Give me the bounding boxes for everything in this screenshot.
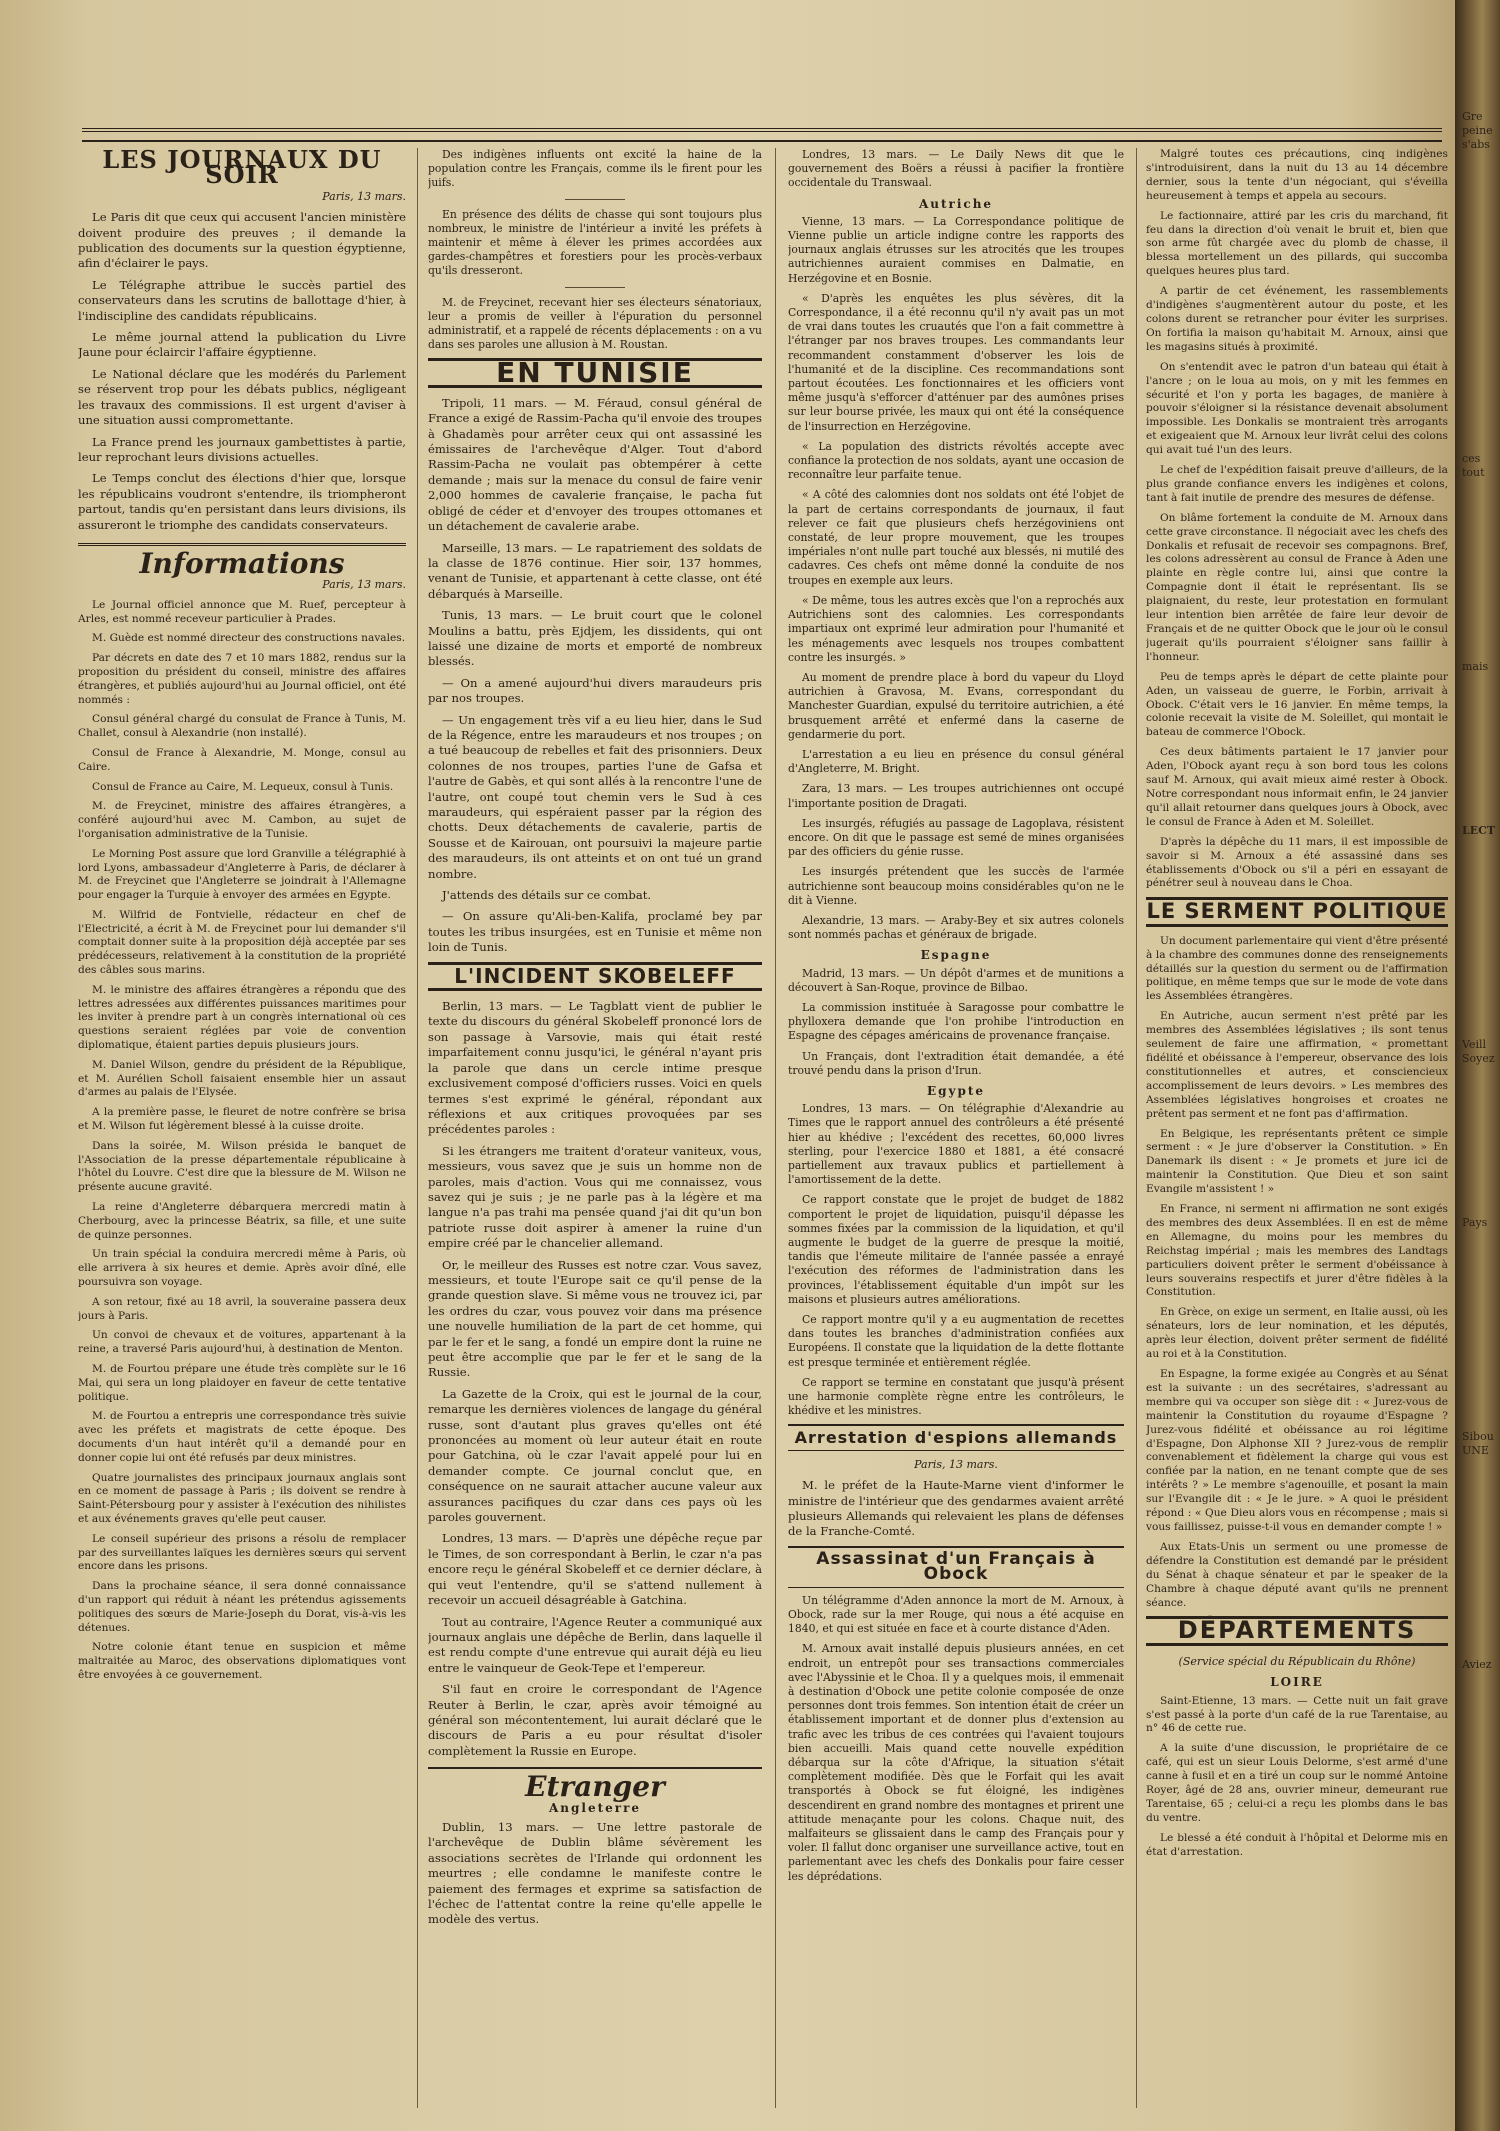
column-rule bbox=[417, 148, 418, 2108]
short-separator bbox=[565, 287, 625, 288]
journaux-paragraph: Le National déclare que les modérés du Parlement se réservent trop pour les débats publics, négligeant les travaux des commissions. Il est urgent d'aviser à une situation aussi compromettante. bbox=[78, 366, 406, 428]
departements-title: DÉPARTEMENTS bbox=[1146, 1616, 1448, 1645]
autriche-subhead: Autriche bbox=[918, 196, 994, 211]
info-paragraph: Dans la soirée, M. Wilson présida le banquet de l'Association de la presse départementale républicaine à l'hôtel du Louvre. C'est dire que la blessure de M. Wilson ne présente aucune gravité. bbox=[78, 1139, 406, 1194]
skobeleff-paragraph: La Gazette de la Croix, qui est le journal de la cour, remarque les dernières violences de langage du général russe, sont d'autant plus graves qu'elles ont été prononcées au moment où leur auteur était en route pour Gatchina, où le czar l'avait appelé pour lui en demander compte. Ce journal conclut que, en conséquence on ne saurait attacher aucune valeur aux assurances pacifiques du czar dans ces pays où les paroles gouvernent. bbox=[428, 1386, 762, 1525]
espions-paragraph: M. le préfet de la Haute-Marne vient d'informer le ministre de l'intérieur que des gendarmes avaient arrêté plusieurs Allemands qui relevaient les plans de défenses de la Franche-Comté. bbox=[788, 1478, 1124, 1539]
serment-paragraph: En Belgique, les représentants prêtent ce simple serment : « Je jure d'observer la Constitution. » En Danemark ils disent : « Je promets et jure ici de maintenir la Constitution. Que Dieu et son saint Evangile m'assistent ! » bbox=[1146, 1127, 1448, 1196]
column-1 bbox=[78, 148, 406, 2113]
autriche-paragraph: « D'après les enquêtes les plus sévères, dit la Correspondance, il a été reconnu qu'il n'y avait pas un mot de vrai dans toutes les cruautés que l'on a fait commettre à l'étranger par nos braves troupes. Les commandants leur recommandent constamment d'observer les lois de l'humanité et de la discipline. Ces recommandations sont partout écoutées. Les fonctionnaires et les officiers vont même jusqu'à s'efforcer d'atténuer par des aumônes prises sur leur bourse privée, les maux qui ont été la conséquence de l'insurrection en Herzégovine. bbox=[788, 291, 1124, 433]
info-paragraph: Quatre journalistes des principaux journaux anglais sont en ce moment de passage à Paris ; ils doivent se rendre à Saint-Pétersbourg pour y assister à l'exécution des nihilistes et aux événements graves qu'elle peut causer. bbox=[78, 1471, 406, 1525]
egypte-subhead: Egypte bbox=[926, 1083, 986, 1098]
autriche-paragraph: L'arrestation a eu lieu en présence du consul général d'Angleterre, M. Bright. bbox=[788, 747, 1124, 776]
info-paragraph: La reine d'Angleterre débarquera mercredi matin à Cherbourg, avec la princesse Béatrix, sa fille, et une suite de quinze personnes. bbox=[78, 1201, 406, 1241]
column-4 bbox=[1146, 148, 1448, 2113]
autriche-paragraph: Zara, 13 mars. — Les troupes autrichiennes ont occupé l'importante position de Dragati. bbox=[788, 782, 1124, 810]
autriche-paragraph: « La population des districts révoltés accepte avec confiance la protection de nos soldats, ayant une occasion de reconnaître leur parfaite tenue. bbox=[788, 439, 1124, 482]
info-paragraph: Dans la prochaine séance, il sera donné connaissance d'un rapport qui réduit à néant les prétendus agissements politiques des sœurs de Marie-Joseph du Dorat, vis-à-vis les détenues. bbox=[78, 1580, 406, 1634]
tunisie-paragraph: — On assure qu'Ali-ben-Kalifa, proclamé bey par toutes les tribus insurgées, est en Tunisie et même non loin de Tunis. bbox=[428, 909, 762, 955]
info-paragraph: Un train spécial la conduira mercredi même à Paris, où elle arrivera à six heures et demie. Après avoir dîné, elle poursuivra son voyage. bbox=[78, 1248, 406, 1289]
espions-dateline: Paris, 13 mars. bbox=[914, 1457, 998, 1471]
egypte-paragraph: Ce rapport montre qu'il y a eu augmentation de recettes dans toutes les branches d'administration confiées aux Européens. Il constate que la liquidation de la dette flottante est presque terminée et entièrement réglée. bbox=[788, 1313, 1124, 1369]
espions-title: Arrestation d'espions allemands bbox=[788, 1430, 1124, 1450]
info-paragraph: M. de Fourtou prépare une étude très complète sur le 16 Mai, qui sera un long plaidoyer en faveur de cette tentative politique. bbox=[78, 1363, 406, 1403]
info-paragraph: A son retour, fixé au 18 avril, la souveraine passera deux jours à Paris. bbox=[78, 1295, 406, 1322]
informations-title: Informations bbox=[139, 546, 345, 580]
section-divider bbox=[788, 1546, 1124, 1548]
info-paragraph: Notre colonie étant tenue en suspicion et même maltraitée au Maroc, des observations diplomatiques vont être envoyées à ce gouvernement. bbox=[78, 1641, 406, 1681]
egypte-paragraph: Londres, 13 mars. — On télégraphie d'Alexandrie au Times que le rapport annuel des contrôleurs a été présenté hier au khédive ; l'excédent des recettes, 60,000 livres sterling, pour l'exercice 1880 et 1881, a été consacré partiellement aux travaux publics et partiellement à l'amortissement de la dette. bbox=[788, 1102, 1124, 1187]
info-paragraph: Le Morning Post assure que lord Granville a télégraphié à lord Lyons, ambassadeur d'Angleterre à Paris, de déclarer à M. de Freycinet que l'Angleterre se joindrait à l'Allemagne pour engager la Turquie à envoyer des armées en Egypte. bbox=[78, 847, 406, 902]
tunisie-paragraph: Marseille, 13 mars. — Le rapatriement des soldats de la classe de 1876 continue. Hier soir, 137 hommes, venant de Tunisie, et appartenant à cette classe, ont été débarqués à Marseille. bbox=[428, 540, 762, 601]
etranger-paragraph: Dublin, 13 mars. — Une lettre pastorale de l'archevêque de Dublin blâme sévèrement les associations secrètes de l'Irlande qui ordonnent les meurtres ; elle condamne le manifeste contre le paiement des fermages et exprime sa satisfaction de l'échec de l'attentat contre la reine qu'elle appelle le modèle des vertus. bbox=[428, 1819, 762, 1927]
serment-paragraph: En France, ni serment ni affirmation ne sont exigés des membres des deux Assemblées. Il en est de même en Allemagne, du moins pour les membres du Reichstag impérial ; mais les membres des Landtags particuliers doivent prêter le serment d'obéissance à leurs souverains respectifs et jurer d'être fidèles à la Constitution. bbox=[1146, 1203, 1448, 1299]
assassinat-paragraph: D'après la dépêche du 11 mars, il est impossible de savoir si M. Arnoux a été assassiné dans ses établissements d'Obock ou s'il a péri en essayant de pénétrer seul à nouveau dans le Choa. bbox=[1146, 835, 1448, 890]
egypte-paragraph: Ce rapport se termine en constatant que jusqu'à présent une harmonie complète règne entre les contrôleurs, le khédive et les ministres. bbox=[788, 1375, 1124, 1418]
assassinat-paragraph: Ces deux bâtiments partaient le 17 janvier pour Aden, l'Obock ayant reçu à son bord tous les colons sauf M. Arnoux, qui avait mieux aimé rester à Obock. Notre correspondant nous informait enfin, le 24 janvier qu'il allait retourner dans quelques jours à Obock, avec le consul de France à Aden et M. Soleillet. bbox=[1146, 746, 1448, 828]
journaux-paragraph: Le Paris dit que ceux qui accusent l'ancien ministère doivent produire des preuves ; il demande la publication des documents sur la question égyptienne, afin d'éclairer le pays. bbox=[78, 210, 406, 271]
info-paragraph: Un convoi de chevaux et de voitures, appartenant à la reine, a traversé Paris aujourd'hui, à destination de Menton. bbox=[78, 1329, 406, 1356]
journaux-paragraph: Le Temps conclut des élections d'hier que, lorsque les républicains voudront s'entendre, ils triompheront partout, tandis qu'en persistant dans leurs divisions, ils assureront le triomphe des candidats conservateurs. bbox=[78, 471, 406, 532]
autriche-paragraph: « A côté des calomnies dont nos soldats ont été l'objet de la part de certains correspondants de journaux, il faut relever ce fait que plusieurs chefs herzégoviniens ont constaté, de leur propre mouvement, que les troupes impériales n'ont nulle part touché aux blessés, ni mutilé des cadavres. Ces chefs ont même donné la conduite de nos troupes en exemple aux leurs. bbox=[788, 488, 1124, 587]
short-separator bbox=[565, 199, 625, 200]
info-paragraph: Par décrets en date des 7 et 10 mars 1882, rendus sur la proposition du président du conseil, ministre des affaires étrangères, et publiés aujourd'hui au Journal officiel, ont été nommés : bbox=[78, 652, 406, 706]
column-rule bbox=[775, 148, 776, 2108]
etranger-paragraph: Londres, 13 mars. — Le Daily News dit que le gouvernement des Boërs a réussi à pacifier la frontière occidentale du Transwaal. bbox=[788, 148, 1124, 190]
section-divider bbox=[428, 1767, 762, 1769]
info-paragraph: M. Guède est nommé directeur des constructions navales. bbox=[92, 632, 406, 645]
skobeleff-title: L'INCIDENT SKOBELEFF bbox=[428, 962, 762, 991]
serment-paragraph: Un document parlementaire qui vient d'être présenté à la chambre des communes donne des renseignements détaillés sur la question du serment ou de l'affirmation politique, en même temps que sur le mode de vote dans les Assemblées étrangères. bbox=[1146, 934, 1448, 1003]
autriche-paragraph: Les insurgés, réfugiés au passage de Lagoplava, résistent encore. On dit que le passage est semé de mines organisées par des officiers du génie russe. bbox=[788, 816, 1124, 859]
assassinat-paragraph: M. Arnoux avait installé depuis plusieurs années, en cet endroit, un entrepôt pour ses transactions commerciales avec l'Abyssinie et le Choa. Il y a quelques mois, il emmenait à destination d'Obock une petite colonie composée de onze personnes dont trois femmes. Son intention était de créer un établissement important et de donner plus d'extension au trafic avec les tribus de ces contrées qui l'avaient toujours bien accueilli. Mais quand cette nouvelle expédition débarqua sur la côte d'Afrique, la situation s'était complètement modifiée. Dès que le Forfait qui les avait transportés à Obock se fut éloigné, les indigènes descendirent en grand nombre des montagnes et prirent une attitude menaçante pour les colons. Chaque nuit, des malfaiteurs se glissaient dans le camp des Français pour y voler. Il fallut donc organiser une surveillance active, tout en parlementant avec les chefs des Donkalis pour faire cesser les déprédations. bbox=[788, 1642, 1124, 1883]
brief-paragraph: En présence des délits de chasse qui sont toujours plus nombreux, le ministre de l'intérieur a invité les préfets à maintenir et même à élever les primes accordées aux gardes-champêtres et forestiers pour les procès-verbaux qu'ils dresseront. bbox=[428, 207, 762, 278]
tunisie-paragraph: — On a amené aujourd'hui divers maraudeurs pris par nos troupes. bbox=[428, 675, 762, 706]
serment-paragraph: En Grèce, on exige un serment, en Italie aussi, où les sénateurs, lors de leur nomination, et les députés, après leur élection, doivent prêter serment de fidélité au roi et à la Constitution. bbox=[1146, 1306, 1448, 1361]
autriche-paragraph: Vienne, 13 mars. — La Correspondance politique de Vienne publie un article indigne contre les rapports des journaux anglais étrusses sur les atrocités que les troupes autrichiennes auraient commises en Dalmatie, en Herzégovine et en Bosnie. bbox=[788, 214, 1124, 285]
info-paragraph: Consul de France au Caire, M. Lequeux, consul à Tunis. bbox=[92, 780, 394, 793]
departements-subtitle: (Service spécial du Républicain du Rhône) bbox=[1178, 1654, 1416, 1668]
assassinat-paragraph: Le chef de l'expédition faisait preuve d'ailleurs, de la plus grande confiance envers les indigènes et colons, tant à fait inutile de prendre des mesures de défense. bbox=[1146, 464, 1448, 504]
espagne-paragraph: Madrid, 13 mars. — Un dépôt d'armes et de munitions a découvert à San-Roque, province de Bilbao. bbox=[788, 966, 1124, 994]
column-3 bbox=[788, 148, 1124, 2113]
etranger-title: Etranger bbox=[525, 1770, 665, 1804]
skobeleff-paragraph: Londres, 13 mars. — D'après une dépêche reçue par le Times, de son correspondant à Berlin, le czar n'a pas encore reçu le général Skobeleff et ce dernier déclare, à qui veut l'entendre, qu'il se s'attend nullement à recevoir un accueil désagréable à Gatchina. bbox=[428, 1531, 762, 1608]
skobeleff-paragraph: Or, le meilleur des Russes est notre czar. Vous savez, messieurs, et toute l'Europe sait ce qu'il pense de la grande question slave. Si même vous ne trouvez ici, par les ordres du czar, vous pouvez voir dans ma présence une nouvelle humiliation de la part de cet homme, qui par le fer et le sang, a fondé un empire dont la ruine ne peut être accomplie que par le fer et le sang de la Russie. bbox=[428, 1257, 762, 1380]
tunisie-paragraph: — Un engagement très vif a eu lieu hier, dans le Sud de la Régence, entre les maraudeurs et nos troupes ; on a tué beaucoup de rebelles et fait des prisonniers. Deux colonnes de nos troupes, parties l'une de Gafsa et l'autre de Gabès, et qui sont allés à la rencontre l'une de l'autre, ont coupé tout chemin vers le Sud à ces maraudeurs, qui espéraient passer par la région des chotts. Deux détachements de cavalerie, partis de Sousse et de Kairouan, ont poursuivi la majeure partie des maraudeurs, ils ont atteints et on ont tué un grand nombre. bbox=[428, 712, 762, 881]
assassinat-title: Assassinat d'un Français à Obock bbox=[788, 1552, 1124, 1588]
autriche-paragraph: « De même, tous les autres excès que l'on a reprochés aux Autrichiens sont des calomnies. Les correspondants impartiaux ont exprimé leur admiration pour l'humanité et les ménagements avec lesquels nos troupes combattent contre les insurgés. » bbox=[788, 593, 1124, 664]
info-paragraph: M. Daniel Wilson, gendre du président de la République, et M. Aurélien Scholl faisaient ensemble hier un assaut d'armes au palais de l'Elysée. bbox=[78, 1058, 406, 1099]
skobeleff-paragraph: Berlin, 13 mars. — Le Tagblatt vient de publier le texte du discours du général Skobeleff prononcé lors de son passage à Varsovie, mais qui était resté imparfaitement connu jusqu'ici, le général n'ayant pris la parole que dans un cercle intime presque exclusivement composé d'officiers russes. Voici en quels termes s'est exprimé le général, répondant aux réflexions et aux critiques provoquées par ses précédentes paroles : bbox=[428, 999, 762, 1137]
tunisie-paragraph: Tripoli, 11 mars. — M. Féraud, consul général de France a exigé de Rassim-Pacha qu'il envoie des troupes à Ghadamès pour arrêter ceux qui ont assassiné les émissaires de l'archevêque d'Alger. Tout d'abord Rassim-Pacha ne voulait pas obtempérer à cette demande ; mais sur la menace du consul de faire venir 2,000 hommes de cavalerie française, le pacha fut obligé de céder et d'envoyer des troupes ottomanes et un détachement de cavalerie arabe. bbox=[428, 395, 762, 534]
journaux-dateline: Paris, 13 mars. bbox=[322, 189, 406, 203]
journaux-paragraph: Le même journal attend la publication du Livre Jaune pour éclaircir l'affaire égyptienne. bbox=[78, 330, 406, 360]
espagne-subhead: Espagne bbox=[920, 948, 992, 963]
assassinat-paragraph: Malgré toutes ces précautions, cinq indigènes s'introduisirent, dans la nuit du 13 au 14 décembre dernier, sous la tente d'un négociant, qui s'éveilla heureusement à temps et appela au secours. bbox=[1146, 148, 1448, 202]
serment-paragraph: En Espagne, la forme exigée au Congrès et au Sénat est la suivante : un des secrétaires, s'adressant au membre qui va occuper son siège dit : « Jurez-vous de maintenir la Constitution du royaume d'Espagne ? Jurez-vous fidélité et obéissance au roi légitime d'Espagne, Don Alphonse XII ? Jurez-vous de remplir convenablement et fidèlement la charge qui vous est confiée par la nation, en ne tenant compte que de ses intérêts ? » Le membre s'agenouille, et posant la main sur l'Evangile dit : « Je le jure. » A quoi le président répond : « Que Dieu alors vous en récompense ; mais si vous faillissez, puisse-t-il vous en demander compte ! » bbox=[1146, 1368, 1448, 1533]
serment-title: LE SERMENT POLITIQUE bbox=[1146, 897, 1448, 926]
assassinat-paragraph: Un télégramme d'Aden annonce la mort de M. Arnoux, à Obock, rade sur la mer Rouge, qui nous a été acquise en 1840, et qui est située en face et à courte distance d'Aden. bbox=[788, 1593, 1124, 1636]
top-rule bbox=[82, 128, 1442, 142]
assassinat-paragraph: A partir de cet événement, les rassemblements d'indigènes s'augmentèrent autour du poste, et les colons durent se retrancher pour éviter les surprises. On fortifia la maison qu'habitait M. Arnoux, ainsi que les magasins situés à proximité. bbox=[1146, 285, 1448, 353]
departements-paragraph: Saint-Etienne, 13 mars. — Cette nuit un fait grave s'est passé à la porte d'un café de la rue Tarentaise, au n° 46 de cette rue. bbox=[1146, 1694, 1448, 1735]
brief-paragraph: Des indigènes influents ont excité la haine de la population contre les Français, comme ils le firent pour les juifs. bbox=[428, 148, 762, 190]
autriche-paragraph: Alexandrie, 13 mars. — Araby-Bey et six autres colonels sont nommés pachas et généraux de brigade. bbox=[788, 913, 1124, 942]
angleterre-subhead: Angleterre bbox=[548, 1800, 642, 1815]
tunisie-title: EN TUNISIE bbox=[428, 358, 762, 387]
journaux-title: LES JOURNAUX DU SOIR bbox=[102, 148, 382, 190]
informations-dateline: Paris, 13 mars. bbox=[322, 578, 406, 592]
info-paragraph: Consul général chargé du consulat de France à Tunis, M. Challet, consul à Alexandrie (non installé). bbox=[78, 713, 406, 740]
assassinat-paragraph: Peu de temps après le départ de cette plainte pour Aden, un vaisseau de guerre, le Forbin, arrivait à Obock. C'était vers le 16 janvier. En même temps, la colonie recevait la visite de M. Soleillet, qui montait le bateau de commerce l'Obock. bbox=[1146, 670, 1448, 739]
section-divider bbox=[78, 543, 406, 546]
egypte-paragraph: Ce rapport constate que le projet de budget de 1882 comportent le projet de liquidation, puisqu'il dépasse les sommes fixées par la commission de la liquidation, et qu'il augmente le budget de la guerre de presque la moitié, tandis que l'émeute militaire de l'année passée a enrayé l'exécution des réformes de l'administration dans les provinces, l'établissement équitable d'un impôt sur les maisons et plusieurs autres améliorations. bbox=[788, 1193, 1124, 1306]
autriche-paragraph: Au moment de prendre place à bord du vapeur du Lloyd autrichien à Gravosa, M. Evans, correspondant du Manchester Guardian, expulsé du territoire autrichien, a été brusquement arrêté et enfermé dans la caserne de gendarmerie du port. bbox=[788, 670, 1124, 741]
serment-paragraph: Aux Etats-Unis un serment ou une promesse de défendre la Constitution est demandé par le président du Sénat à chaque sénateur et par le speaker de la Chambre à chaque député avant qu'ils ne prennent séance. bbox=[1146, 1540, 1448, 1609]
binding-fragment-text: Gre peine s'abs ces tout mais LECT Veill Soyez Pays Sibou UNE Aviez bbox=[1462, 110, 1496, 1671]
loire-subhead: LOIRE bbox=[1270, 1675, 1324, 1690]
tunisie-paragraph: Tunis, 13 mars. — Le bruit court que le colonel Moulins a battu, près Ejdjem, les dissidents, qui ont laissé une dizaine de morts et emporté de nombreux blessés. bbox=[428, 608, 762, 669]
skobeleff-paragraph: Si les étrangers me traitent d'orateur vaniteux, vous, messieurs, vous savez que je suis un homme non de paroles, mais d'action. Vous qui me connaissez, vous savez qui je suis ; je ne parle pas à la légère et ma langue n'a pas trahi ma pensée quand j'ai dit qu'un bon patriote russe doit aspirer à amener la ruine d'un empire créé par le chancelier allemand. bbox=[428, 1143, 762, 1251]
column-rule bbox=[1136, 148, 1137, 2108]
info-paragraph: M. de Fourtou a entrepris une correspondance très suivie avec les préfets et magistrats de cette époque. Des documents d'un haut intérêt qu'il a demandé pour en donner copie lui ont été refusés par deux ministres. bbox=[78, 1410, 406, 1464]
section-divider bbox=[788, 1424, 1124, 1426]
journaux-paragraph: Le Télégraphe attribue le succès partiel des conservateurs dans les scrutins de ballottage d'hier, à l'indiscipline des candidats républicains. bbox=[78, 277, 406, 323]
autriche-paragraph: Les insurgés prétendent que les succès de l'armée autrichienne sont beaucoup moins considérables qu'on ne le dit à Vienne. bbox=[788, 865, 1124, 907]
info-paragraph: M. le ministre des affaires étrangères a répondu que des lettres adressées aux différentes puissances maritimes pour les inviter à prendre part à un congrès international où ces questions seraient réglées par voie de convention diplomatique, étaient parties depuis plusieurs jours. bbox=[78, 983, 406, 1052]
tunisie-paragraph: J'attends des détails sur ce combat. bbox=[442, 888, 652, 903]
serment-paragraph: En Autriche, aucun serment n'est prêté par les membres des Assemblées législatives ; ils sont tenus seulement de faire une affirmation, « promettant fidélité et obéissance à l'empereur, observance des lois constitutionnelles et autres, et consciencieux accomplissement de leurs devoirs. » Les membres des Assemblées législatives hongroises et croates ne prêtent pas serment et ne font pas d'affirmation. bbox=[1146, 1010, 1448, 1120]
info-paragraph: A la première passe, le fleuret de notre confrère se brisa et M. Wilson fut légèrement blessé à la cuisse droite. bbox=[78, 1106, 406, 1133]
skobeleff-paragraph: S'il faut en croire le correspondant de l'Agence Reuter à Berlin, le czar, après avoir témoigné au général son mécontentement, lui aurait déclaré que le discours de Paris a eu pour résultat d'isoler complètement la Russie en Europe. bbox=[428, 1682, 762, 1758]
info-paragraph: Le Journal officiel annonce que M. Ruef, percepteur à Arles, est nommé receveur particulier à Prades. bbox=[78, 598, 406, 625]
departements-paragraph: Le blessé a été conduit à l'hôpital et Delorme mis en état d'arrestation. bbox=[1146, 1831, 1448, 1858]
assassinat-paragraph: Le factionnaire, attiré par les cris du marchand, fit feu dans la direction d'où venait le bruit et, bien que son arme fût chargée avec du plomb de chasse, il blessa mortellement un des pillards, qui succomba quelques heures plus tard. bbox=[1146, 209, 1448, 278]
info-paragraph: Le conseil supérieur des prisons a résolu de remplacer par des surveillantes laïques les dernières sœurs qui servent encore dans les prisons. bbox=[78, 1532, 406, 1573]
column-2 bbox=[428, 148, 762, 2113]
assassinat-paragraph: On blâme fortement la conduite de M. Arnoux dans cette grave circonstance. Il négociait avec les chefs des Donkalis et refusait de recevoir ses compagnons. Bref, les colons adressèrent au consul de France à Aden une plainte en règle contre lui, ainsi que contre la Compagnie dont il était le représentant. Ils se plaignaient, du reste, leur protestation en formulant leur intention bien arrêtée de faire leur devoir de Français et de ne quitter Obock que le jour où le consul jugerait qu'ils pourraient s'éloigner sans faillir à l'honneur. bbox=[1146, 511, 1448, 663]
assassinat-paragraph: On s'entendit avec le patron d'un bateau qui était à l'ancre ; on le loua au mois, on y mit les femmes en sécurité et l'on y porta les bagages, de manière à pouvoir s'éloigner si la résistance devenait absolument impossible. Les Donkalis se montraient très arrogants et exigeaient que M. Arnoux leur livrât celui des colons qui avait tué l'un des leurs. bbox=[1146, 360, 1448, 457]
departements-paragraph: A la suite d'une discussion, le propriétaire de ce café, qui est un sieur Louis Delorme, s'est armé d'une canne à fusil et en a tiré un coup sur le nommé Antoine Royer, âgé de 28 ans, ouvrier mineur, demeurant rue Tarentaise, 65 ; celui-ci a reçu les plombs dans le bas du ventre. bbox=[1146, 1742, 1448, 1824]
info-paragraph: Consul de France à Alexandrie, M. Monge, consul au Caire. bbox=[78, 746, 406, 773]
info-paragraph: M. de Freycinet, ministre des affaires étrangères, a conféré aujourd'hui avec M. Cambon, au sujet de l'organisation administrative de la Tunisie. bbox=[78, 800, 406, 840]
espagne-paragraph: La commission instituée à Saragosse pour combattre le phylloxera demande que l'on prohibe l'introduction en Espagne des cépages américains de provenance française. bbox=[788, 1000, 1124, 1043]
journaux-paragraph: La France prend les journaux gambettistes à partie, leur reprochant leurs divisions actuelles. bbox=[78, 434, 406, 464]
info-paragraph: M. Wilfrid de Fontvielle, rédacteur en chef de l'Electricité, a écrit à M. de Freycinet pour lui demander s'il comptait donner suite à la proposition déjà acceptée par ses prédécesseurs, relativement à la constitution de la propriété des câbles sous marins. bbox=[78, 908, 406, 977]
espagne-paragraph: Un Français, dont l'extradition était demandée, a été trouvé pendu dans la prison d'Irun. bbox=[788, 1049, 1124, 1077]
brief-paragraph: M. de Freycinet, recevant hier ses électeurs sénatoriaux, leur a promis de veiller à l'épuration du personnel administratif, et a rappelé de récents déplacements : on a vu dans ses paroles une allusion à M. Roustan. bbox=[428, 295, 762, 352]
skobeleff-paragraph: Tout au contraire, l'Agence Reuter a communiqué aux journaux anglais une dépêche de Berlin, dans laquelle il est rendu compte d'une entrevue qui aurait déjà eu lieu entre le vainqueur de Geok-Tepe et l'empereur. bbox=[428, 1614, 762, 1675]
